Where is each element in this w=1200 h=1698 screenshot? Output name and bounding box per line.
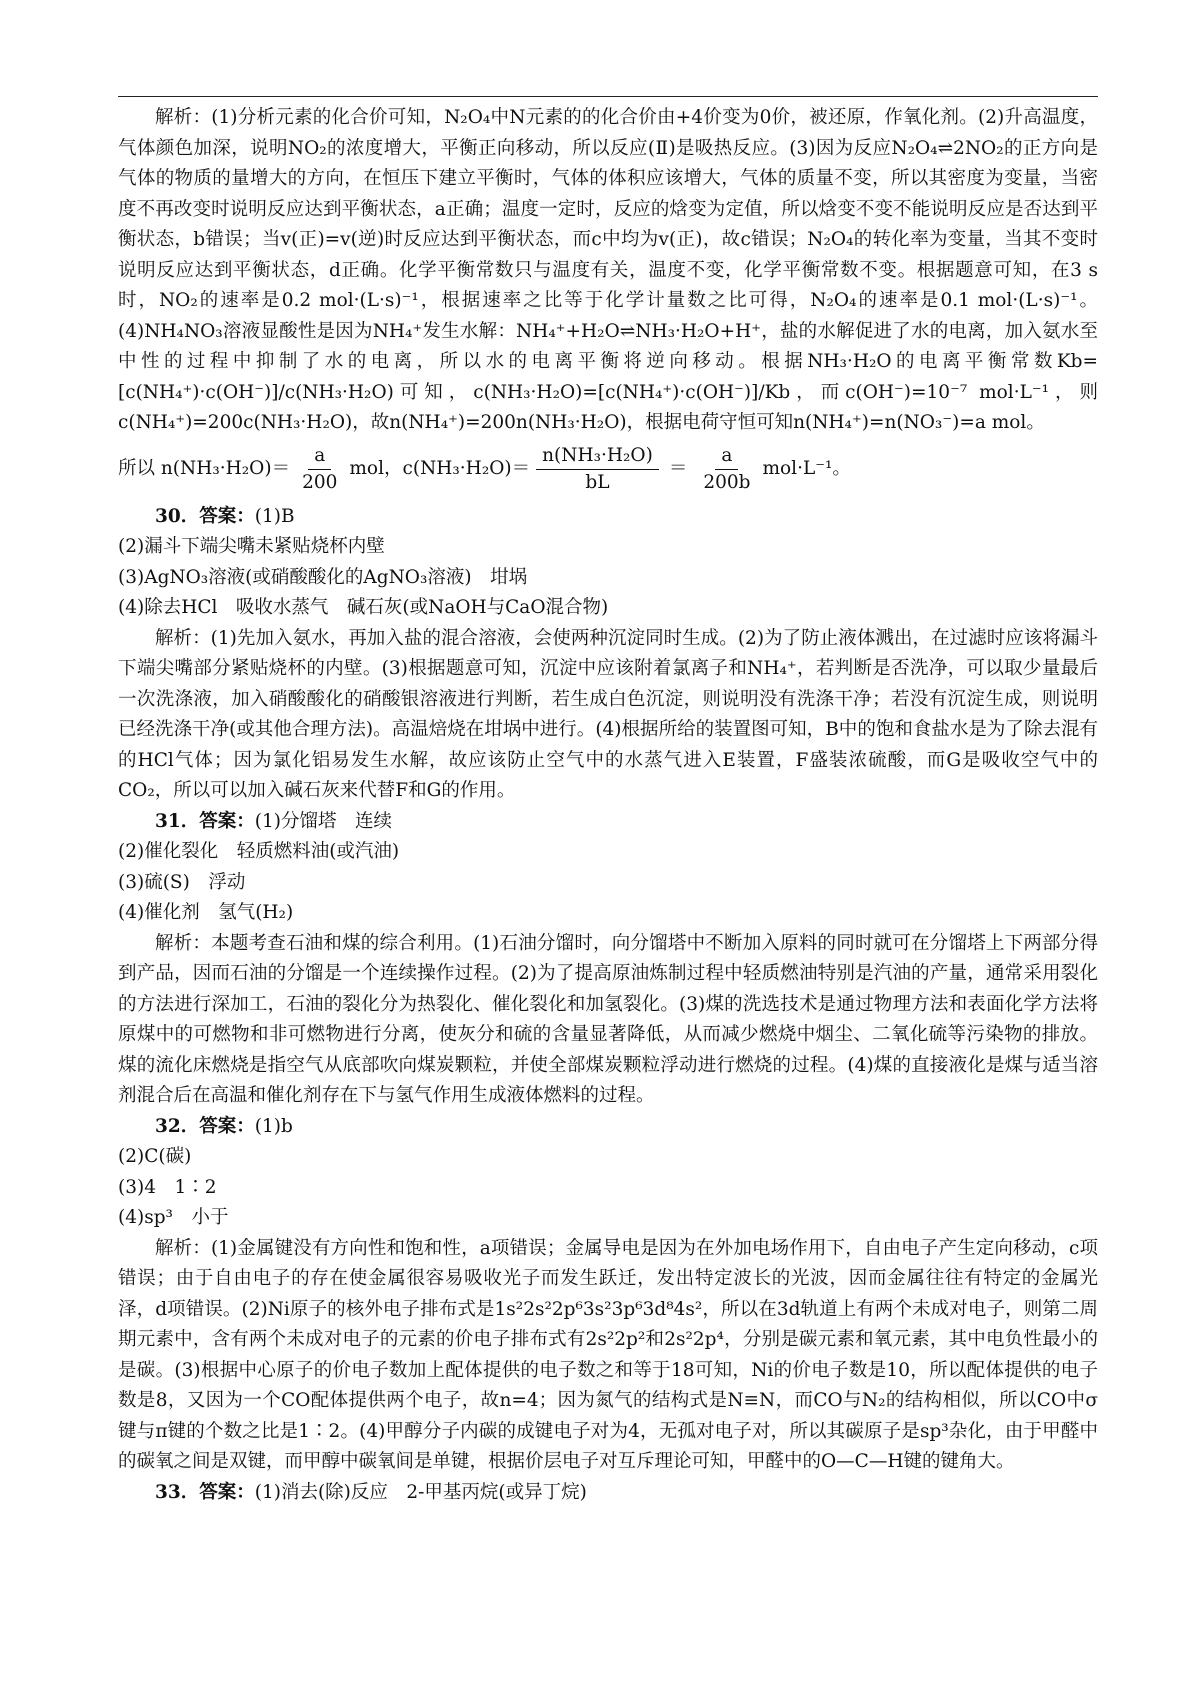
q30-answer-3: (3)AgNO₃溶液(或硝酸酸化的AgNO₃溶液) 坩埚 <box>118 566 528 588</box>
fraction-2: $\frac{\text{n(NH₃·H₂O)}}{bL}$ <box>536 443 659 496</box>
fraction-3: $\frac{a}{200b}$ <box>703 444 751 493</box>
q30-answer-4: (4)除去HCl 吸收水蒸气 碱石灰(或NaOH与CaO混合物) <box>118 597 609 618</box>
q31-answer-3: (3)硫(S) 浮动 <box>118 871 246 893</box>
q32-answer-2: (2)C(碳) <box>118 1146 192 1167</box>
q31-analysis: 解析：本题考查石油和煤的综合利用。(1)石油分馏时，向分馏塔中不断加入原料的同时就可在分馏塔上下两部分得到产品，因而石油的分馏是一个连续操作过程。(2)为了提高原油炼制过程中轻质燃油特别是汽油的产量，通常采用裂化的方法进行深加工，石油的裂化分为热裂化、催化裂化和加氢裂化。(3)煤的洗选技术是通过物理方法和表面化学方法将原煤中的可燃物和非可燃物进行分离，使灰分和硫的含量显著降低，从而减少燃烧中烟尘、二氧化硫等污染物的排放。煤的流化床燃烧是指空气从底部吹向煤炭颗粒，并使全部煤炭颗粒浮动进行燃烧的过程。(4)煤的直接液化是煤与适当溶剂混合后在高温和催化剂存在下与氢气作用生成液体燃料的过程。 <box>118 932 1098 1106</box>
formula-unit-1: mol，c(NH₃·H₂O)＝ <box>349 458 531 479</box>
q31-answer-line: 31．答案：(1)分馏塔 连续 <box>155 810 392 832</box>
q29-formula: 所以 n(NH₃·H₂O)＝ $\frac{a}{200}$ mol，c(NH₃·H₂O)＝ $\frac{\text{n(NH₃·H₂O)}}{bL}$ ＝ $\frac{a}{200b}$ mol·L⁻¹。 <box>118 443 1098 496</box>
q33-answer-line: 33．答案：(1)消去(除)反应 2-甲基丙烷(或异丁烷) <box>155 1481 587 1503</box>
q31-answer-4: (4)催化剂 氢气(H₂) <box>118 902 294 923</box>
q32-answer-line: 32．答案：(1)b <box>155 1115 293 1137</box>
q31-answer-2: (2)催化裂化 轻质燃料油(或汽油) <box>118 841 400 862</box>
answer-page <box>118 96 1098 1508</box>
q30-answer-line: 30．答案：(1)B <box>155 505 295 527</box>
q32-answer-3: (3)4 1∶2 <box>118 1176 217 1198</box>
fraction-1: $\frac{a}{200}$ <box>302 444 338 493</box>
q32-analysis: 解析：(1)金属键没有方向性和饱和性，a项错误；金属导电是因为在外加电场作用下，自由电子产生定向移动，c项错误；由于自由电子的存在使金属很容易吸收光子而发生跃迁，发出特定波长的光波，因而金属往往有特定的金属光泽，d项错误。(2)Ni原子的核外电子排布式是1s²2s²2p⁶3s²3p⁶3d⁸4s²，所以在3d轨道上有两个未成对电子，则第二周期元素中，含有两个未成对电子的元素的价电子排布式有2s²2p²和2s²2p⁴，分别是碳元素和氧元素，其中电负性最小的是碳。(3)根据中心原子的价电子数加上配体提供的电子数之和等于18可知，Ni的价电子数是10，所以配体提供的电子数是8，又因为一个CO配体提供两个电子，故n=4；因为氮气的结构式是N≡N，而CO与N₂的结构相似，所以CO中σ键与π键的个数之比是1∶2。(4)甲醇分子内碳的成键电子对为4，无孤对电子对，所以其碳原子是sp³杂化，由于甲醛中的碳氧之间是双键，而甲醇中碳氧间是单键，根据价层电子对互斥理论可知，甲醛中的O—C—H键的键角大。 <box>118 1237 1098 1472</box>
formula-unit-2: mol·L⁻¹。 <box>762 458 851 479</box>
q30-answer-2: (2)漏斗下端尖嘴未紧贴烧杯内壁 <box>118 536 385 557</box>
formula-lead: 所以 n(NH₃·H₂O)＝ <box>118 458 291 479</box>
q32-answer-4: (4)sp³ 小于 <box>118 1207 229 1228</box>
top-rule <box>118 96 1098 97</box>
q29-analysis: 解析：(1)分析元素的化合价可知，N₂O₄中N元素的的化合价由+4价变为0价，被还原，作氧化剂。(2)升高温度，气体颜色加深，说明NO₂的浓度增大，平衡正向移动，所以反应(Ⅱ)是吸热反应。(3)因为反应N₂O₄⇌2NO₂的正方向是气体的物质的量增大的方向，在恒压下建立平衡时，气体的体积应该增大，气体的质量不变，所以其密度为变量，当密度不再改变时说明反应达到平衡状态，a正确；温度一定时，反应的焓变为定值，所以焓变不变不能说明反应是否达到平衡状态，b错误；当v(正)=v(逆)时反应达到平衡状态，而c中均为v(正)，故c错误；N₂O₄的转化率为变量，当其不变时说明反应达到平衡状态，d正确。化学平衡常数只与温度有关，温度不变，化学平衡常数不变。根据题意可知，在3 s时，NO₂的速率是0.2 mol·(L·s)⁻¹，根据速率之比等于化学计量数之比可得，N₂O₄的速率是0.1 mol·(L·s)⁻¹。(4)NH₄NO₃溶液显酸性是因为NH₄⁺发生水解：NH₄⁺+H₂O⇌NH₃·H₂O+H⁺，盐的水解促进了水的电离，加入氨水至中性的过程中抑制了水的电离，所以水的电离平衡将逆向移动。根据NH₃·H₂O的电离平衡常数Kb=[c(NH₄⁺)·c(OH⁻)]/c(NH₃·H₂O)可知，c(NH₃·H₂O)=[c(NH₄⁺)·c(OH⁻)]/Kb，而c(OH⁻)=10⁻⁷ mol·L⁻¹，则c(NH₄⁺)=200c(NH₃·H₂O)，故n(NH₄⁺)=200n(NH₃·H₂O)，根据电荷守恒可知n(NH₄⁺)=n(NO₃⁻)=a mol。 <box>118 107 1098 433</box>
q30-analysis: 解析：(1)先加入氨水，再加入盐的混合溶液，会使两种沉淀同时生成。(2)为了防止液体溅出，在过滤时应该将漏斗下端尖嘴部分紧贴烧杯的内壁。(3)根据题意可知，沉淀中应该附着氯离子和NH₄⁺，若判断是否洗净，可以取少量最后一次洗涤液，加入硝酸酸化的硝酸银溶液进行判断，若生成白色沉淀，则说明没有洗涤干净；若没有沉淀生成，则说明已经洗涤干净(或其他合理方法)。高温焙烧在坩埚中进行。(4)根据所给的装置图可知，B中的饱和食盐水是为了除去混有的HCl气体；因为氯化铝易发生水解，故应该防止空气中的水蒸气进入E装置，F盛装浓硫酸，而G是吸收空气中的CO₂，所以可以加入碱石灰来代替F和G的作用。 <box>118 627 1098 801</box>
